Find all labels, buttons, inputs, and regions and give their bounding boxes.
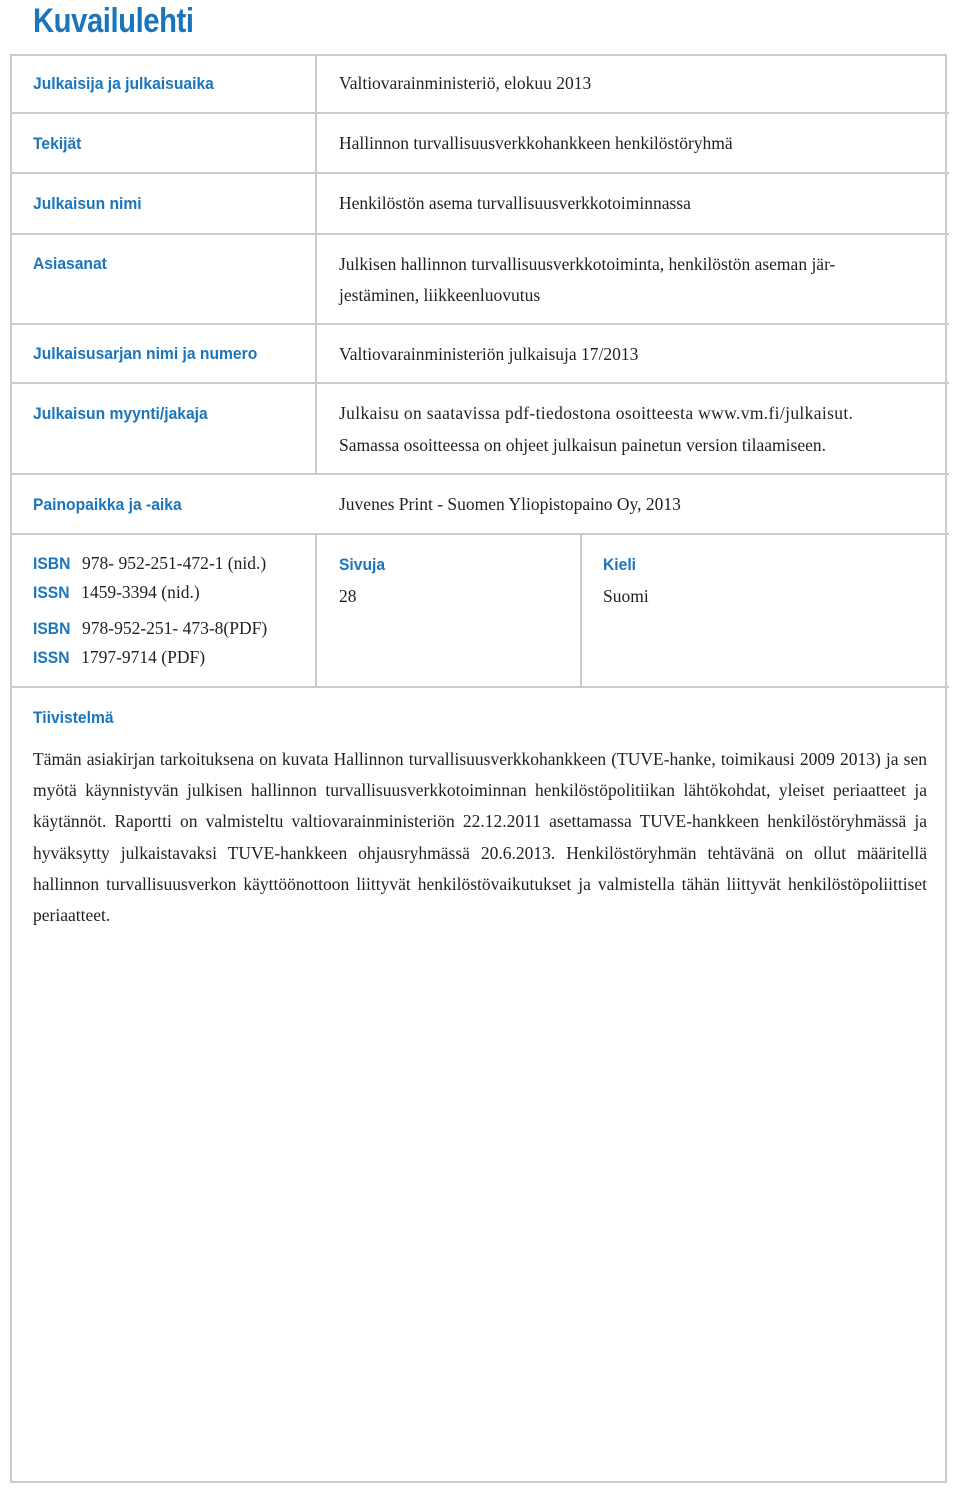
- row-divider: [10, 172, 949, 174]
- abstract-label: Tiivistelmä: [33, 708, 114, 727]
- issn-tag: ISSN: [33, 583, 70, 602]
- column-divider: [315, 54, 317, 474]
- language-label: Kieli: [603, 555, 637, 574]
- column-divider: [315, 533, 317, 688]
- sales-value-line2: Samassa osoitteessa on ohjeet julkaisun painetun version tilaamiseen.: [339, 435, 826, 455]
- row-divider: [10, 533, 949, 535]
- print-label: Painopaikka ja -aika: [33, 495, 182, 514]
- issn-pdf-row: [33, 647, 205, 668]
- publication-name-value: Henkilöstön asema turvallisuusverkkotoiminnassa: [339, 193, 691, 213]
- authors-label: Tekijät: [33, 134, 82, 153]
- language-value: Suomi: [603, 586, 649, 606]
- abstract-text: Tämän asiakirjan tarkoituksena on kuvata Hallinnon turvallisuusverkkohankkeen (TUVE-hanke, toimikausi 2009 2013) ja sen myötä käynnistyvän julkisen hallinnon turvallisuusverkkotoiminnan henkilöstöpolitiikan lähtökohdat, yleiset periaatteet ja käytännöt. Raportti on valmisteltu valtiovarainministeriön 22.12.2011 asettamassa TUVE-hankkeen henkilöstöryhmässä ja hyväksytty julkaistavaksi TUVE-hankkeen ohjausryhmässä 20.6.2013. Henkilöstöryhmän tehtävänä on ollut määritellä hallinnon turvallisuusverkon käyttöönottoon liittyvät henkilöstövaikutukset ja valmistella tähän liittyvät henkilöstöpoliittiset periaatteet.: [33, 749, 927, 926]
- sales-value-line1: Julkaisu on saatavissa pdf-tiedostona osoitteesta www.vm.fi/julkaisut.: [339, 403, 854, 423]
- row-divider: [10, 473, 949, 475]
- row-divider: [10, 686, 949, 688]
- row-divider: [10, 112, 949, 114]
- isbn-print-value: 978- 952-251-472-1 (nid.): [82, 553, 267, 573]
- keywords-label: Asiasanat: [33, 254, 107, 273]
- page-title: Kuvailulehti: [33, 2, 194, 40]
- publisher-label: Julkaisija ja julkaisuaika: [33, 74, 214, 93]
- publication-name-label: Julkaisun nimi: [33, 194, 142, 213]
- issn-tag: ISSN: [33, 648, 70, 667]
- pages-label: Sivuja: [339, 555, 386, 574]
- isbn-tag: ISBN: [33, 619, 71, 638]
- issn-print-row: [33, 582, 200, 603]
- keywords-value-line2: jestäminen, liikkeenluovutus: [339, 285, 541, 305]
- column-divider: [580, 533, 582, 688]
- row-divider: [10, 233, 949, 235]
- authors-value: Hallinnon turvallisuusverkkohankkeen henkilöstöryhmä: [339, 133, 733, 153]
- isbn-pdf-value: 978-952-251- 473-8(PDF): [82, 618, 268, 638]
- issn-pdf-value: 1797-9714 (PDF): [81, 647, 206, 667]
- isbn-pdf-row: [33, 618, 267, 639]
- keywords-value-line1: Julkisen hallinnon turvallisuusverkkotoiminta, henkilöstön aseman jär-: [339, 254, 836, 274]
- publisher-value: Valtiovarainministeriö, elokuu 2013: [339, 73, 592, 93]
- sales-label: Julkaisun myynti/jakaja: [33, 404, 208, 423]
- isbn-tag: ISBN: [33, 554, 71, 573]
- series-value: Valtiovarainministeriön julkaisuja 17/2013: [339, 344, 639, 364]
- pages-value: 28: [339, 586, 357, 606]
- print-value: Juvenes Print - Suomen Yliopistopaino Oy, 2013: [339, 494, 681, 514]
- row-divider: [10, 382, 949, 384]
- issn-print-value: 1459-3394 (nid.): [81, 582, 200, 602]
- isbn-print-row: [33, 553, 266, 574]
- series-label: Julkaisusarjan nimi ja numero: [33, 344, 258, 363]
- row-divider: [10, 323, 949, 325]
